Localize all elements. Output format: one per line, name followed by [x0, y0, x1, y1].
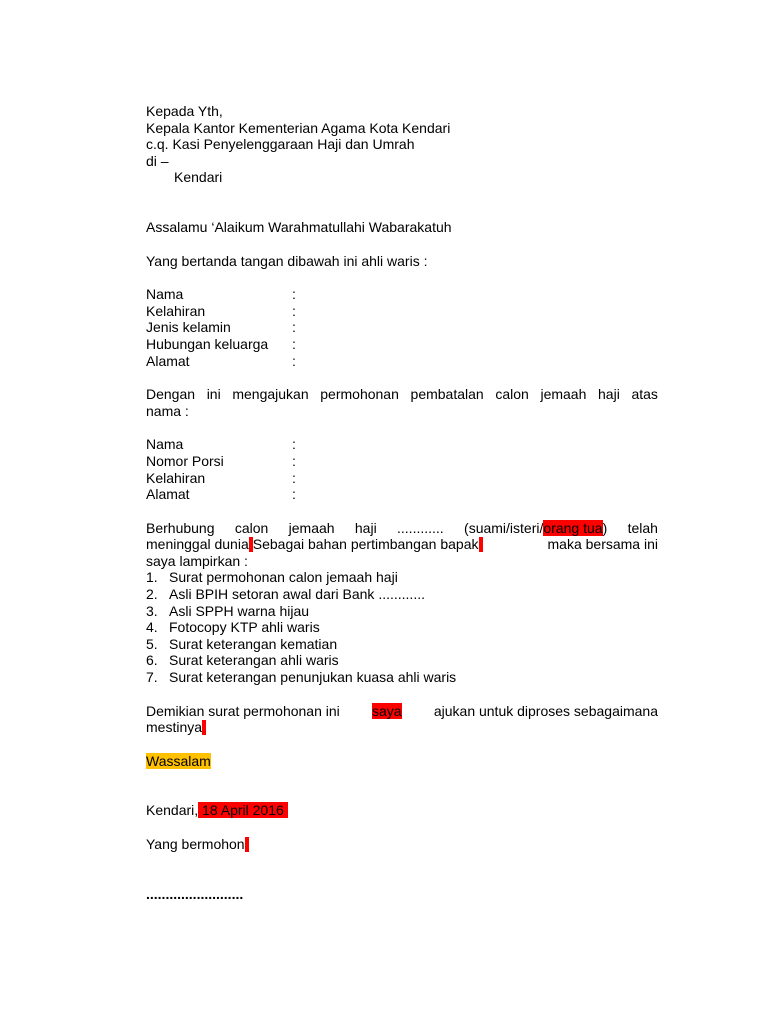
word: permohonan	[320, 386, 399, 403]
reason-segment-a	[146, 536, 483, 553]
red-marker	[202, 720, 206, 735]
field-label: Kelahiran	[146, 469, 206, 486]
list-number: 1.	[146, 569, 158, 586]
recipient-block	[146, 103, 658, 186]
list-item	[146, 619, 658, 636]
reason-line-2	[146, 536, 658, 553]
list-text: Surat keterangan kematian	[169, 635, 338, 652]
closing-line-1	[146, 703, 658, 720]
list-item	[146, 652, 658, 669]
reason-line-1	[146, 520, 658, 537]
word: Dengan	[146, 386, 196, 403]
word: telah	[627, 519, 658, 536]
word: haji	[598, 386, 620, 403]
word: calon	[495, 386, 529, 403]
field-colon: :	[292, 302, 296, 319]
field-colon: :	[292, 319, 296, 336]
greeting: Assalamu ‘Alaikum Warahmatullahi Wabarakatuh	[146, 218, 452, 235]
request-paragraph	[146, 386, 658, 419]
text: meninggal dunia	[146, 536, 249, 553]
text: Demikian surat permohonan ini	[146, 702, 340, 719]
closing-line-2	[146, 719, 658, 736]
intro-text: Yang bertanda tangan dibawah ini ahli waris :	[146, 252, 428, 269]
field-colon: :	[292, 286, 296, 303]
pilgrim-field-row	[146, 436, 658, 453]
field-colon: :	[292, 352, 296, 369]
list-number: 2.	[146, 586, 158, 603]
heir-fields	[146, 286, 658, 369]
text: Yang bermohon	[146, 836, 245, 852]
recipient-line-4: di –	[146, 152, 169, 169]
list-number: 6.	[146, 652, 158, 669]
heir-field-row	[146, 319, 658, 336]
word: jemaah	[288, 519, 335, 536]
red-marker	[245, 837, 249, 852]
attachment-list	[146, 569, 658, 685]
recipient-line-3: c.q. Kasi Penyelenggaraan Haji dan Umrah	[146, 136, 415, 153]
signature-line: .........................	[146, 885, 244, 902]
place: Kendari,	[146, 802, 199, 819]
text: ajukan untuk diproses sebagaimana	[433, 702, 658, 719]
word: jemaah	[540, 386, 587, 403]
recipient-line-2: Kepala Kantor Kementerian Agama Kota Kendari	[146, 119, 451, 136]
list-text: Surat keterangan penunjukan kuasa ahli waris	[169, 669, 457, 686]
word: Berhubung	[146, 519, 215, 536]
word: ............	[397, 519, 444, 536]
closing-paragraph	[146, 703, 658, 736]
list-item	[146, 669, 658, 686]
word: calon	[234, 519, 269, 536]
farewell	[146, 753, 658, 770]
field-label: Nama	[146, 436, 184, 453]
field-label: Nama	[146, 286, 184, 303]
word: mengajukan	[232, 386, 309, 403]
field-label: Alamat	[146, 352, 190, 369]
list-number: 5.	[146, 635, 158, 652]
field-label: Alamat	[146, 486, 190, 503]
recipient-line-1: Kepada Yth,	[146, 103, 223, 119]
reason-line-3: saya lampirkan :	[146, 552, 248, 569]
red-marker	[479, 537, 483, 552]
list-item	[146, 636, 658, 653]
recipient-city: Kendari	[174, 169, 223, 186]
highlight-orang-tua: orang tua	[543, 519, 603, 536]
heir-field-row	[146, 286, 658, 303]
place-date	[146, 802, 658, 819]
field-colon: :	[292, 486, 296, 503]
heir-field-row	[146, 303, 658, 320]
heir-field-row	[146, 353, 658, 370]
list-item	[146, 603, 658, 620]
list-text: Surat keterangan ahli waris	[169, 652, 339, 669]
letter-body	[146, 103, 658, 902]
text: mestinya	[146, 719, 203, 736]
pilgrim-field-row	[146, 453, 658, 470]
list-number: 4.	[146, 619, 158, 636]
field-label: Jenis kelamin	[146, 319, 231, 336]
field-label: Hubungan keluarga	[146, 335, 269, 352]
field-label: Kelahiran	[146, 302, 206, 319]
pilgrim-fields	[146, 436, 658, 502]
text: Sebagai bahan pertimbangan bapak	[252, 536, 479, 553]
list-text: Fotocopy KTP ahli waris	[169, 619, 320, 636]
field-label: Nomor Porsi	[146, 452, 224, 469]
list-text: Asli BPIH setoran awal dari Bank ............	[169, 586, 425, 603]
highlight-saya: saya	[372, 702, 402, 719]
heir-field-row	[146, 336, 658, 353]
reason-segment-c: maka bersama ini	[547, 536, 658, 553]
list-text: Surat permohonan calon jemaah haji	[169, 569, 398, 586]
signoff	[146, 836, 658, 853]
word: (suami/isteri/	[464, 519, 544, 536]
word: )	[602, 519, 608, 536]
reason-paragraph	[146, 520, 658, 570]
request-line-2: nama :	[146, 402, 189, 419]
field-colon: :	[292, 452, 296, 469]
request-line-1	[146, 386, 658, 403]
word: pembatalan	[410, 386, 484, 403]
list-item	[146, 586, 658, 603]
list-text: Asli SPPH warna hijau	[169, 602, 310, 619]
list-item	[146, 569, 658, 586]
field-colon: :	[292, 469, 296, 486]
relation-options	[464, 520, 607, 537]
pilgrim-field-row	[146, 486, 658, 503]
word: ini	[206, 386, 221, 403]
highlight-wassalam: Wassalam	[146, 752, 211, 769]
field-colon: :	[292, 335, 296, 352]
list-number: 3.	[146, 602, 158, 619]
word: haji	[354, 519, 377, 536]
field-colon: :	[292, 436, 296, 453]
list-number: 7.	[146, 669, 158, 686]
word: atas	[631, 386, 658, 403]
highlight-date: 18 April 2016	[198, 802, 288, 819]
pilgrim-field-row	[146, 470, 658, 487]
